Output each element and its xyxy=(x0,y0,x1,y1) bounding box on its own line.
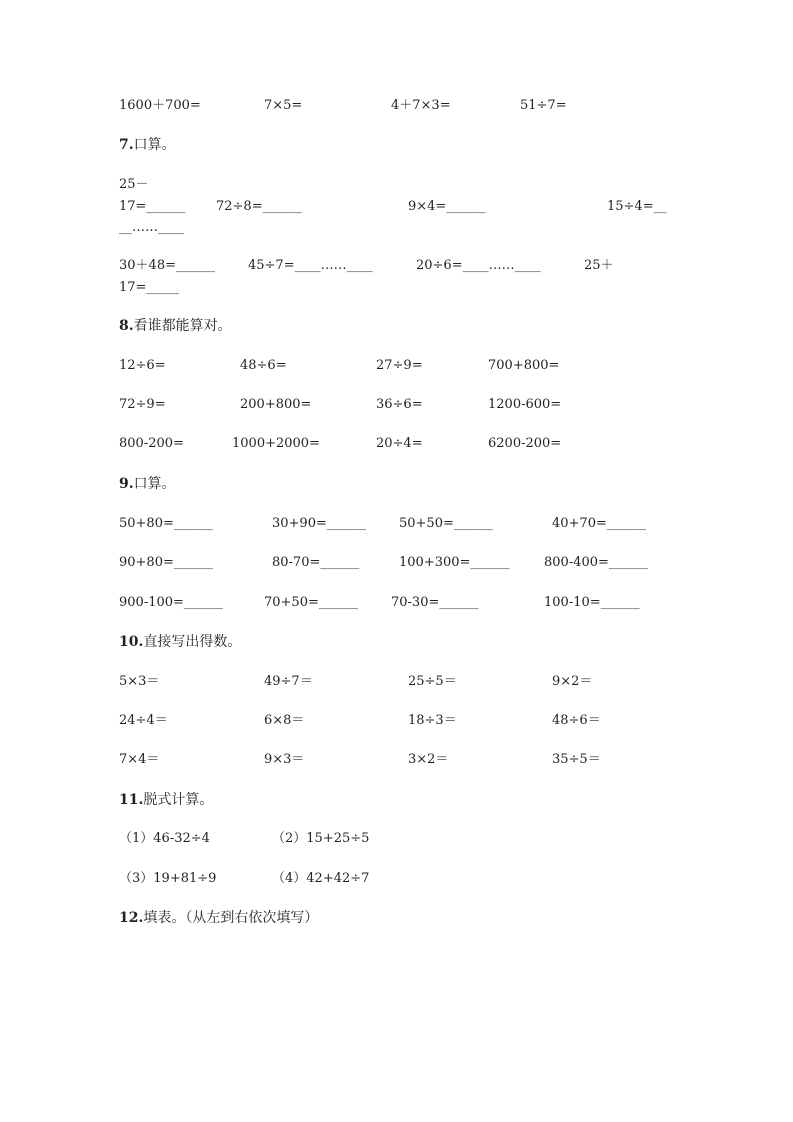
question-number: 7. xyxy=(119,137,134,153)
expression: 17=______ xyxy=(119,199,186,214)
expression: 800-200= xyxy=(119,436,184,451)
expression: 9×3＝ xyxy=(264,752,305,767)
expression: 1200-600= xyxy=(488,397,562,412)
expression: 48÷6＝ xyxy=(552,713,601,728)
question-9-heading xyxy=(119,476,176,492)
expression: 40+70=______ xyxy=(552,516,646,531)
question-title: 口算。 xyxy=(133,476,176,492)
expression: 7×5= xyxy=(264,98,303,113)
question-title: 看谁都能算对。 xyxy=(133,318,232,334)
expression: 1600＋700= xyxy=(119,98,201,113)
expression: （2）15+25÷5 xyxy=(272,831,370,846)
expression: 5×3＝ xyxy=(119,674,160,689)
expression: 100-10=______ xyxy=(544,595,640,610)
expression: 3×2＝ xyxy=(408,752,449,767)
expression: 24÷4＝ xyxy=(119,713,168,728)
expression: 70+50=______ xyxy=(264,595,358,610)
expression: 100+300=______ xyxy=(399,555,510,570)
expression: 9×2＝ xyxy=(552,674,593,689)
expression: 72÷8=______ xyxy=(216,199,302,214)
expression: 6200-200= xyxy=(488,436,562,451)
question-10-heading xyxy=(119,634,241,650)
expression: 18÷3＝ xyxy=(408,713,457,728)
expression: 200+800= xyxy=(240,397,312,412)
question-number: 8. xyxy=(119,318,134,334)
expression: 15÷4=__ xyxy=(607,199,667,214)
expression: 80-70=______ xyxy=(272,555,360,570)
expression: __……____ xyxy=(119,220,184,235)
expression: （3）19+81÷9 xyxy=(119,871,217,886)
expression: 48÷6= xyxy=(240,358,287,373)
question-number: 9. xyxy=(119,476,134,492)
expression: 25－ xyxy=(119,177,149,192)
question-7-heading xyxy=(119,137,176,153)
expression: 27÷9= xyxy=(376,358,423,373)
expression: 49÷7＝ xyxy=(264,674,313,689)
expression: 45÷7=____……____ xyxy=(248,258,373,273)
question-title: 脱式计算。 xyxy=(143,792,214,808)
question-11-heading xyxy=(119,792,213,808)
expression: 35÷5＝ xyxy=(552,752,601,767)
expression: 50+50=______ xyxy=(399,516,493,531)
expression: 17=_____ xyxy=(119,280,179,295)
expression: 51÷7= xyxy=(520,98,567,113)
question-title: 口算。 xyxy=(133,137,176,153)
expression: 7×4＝ xyxy=(119,752,160,767)
expression: 72÷9= xyxy=(119,397,166,412)
expression: 900-100=______ xyxy=(119,595,223,610)
question-number: 12. xyxy=(119,910,144,926)
question-title: 填表。（从左到右依次填写） xyxy=(143,910,319,926)
expression: 90+80=______ xyxy=(119,555,213,570)
expression: （4）42+42÷7 xyxy=(272,871,370,886)
question-12-heading xyxy=(119,910,318,926)
expression: 50+80=______ xyxy=(119,516,213,531)
expression: 700+800= xyxy=(488,358,560,373)
expression: （1）46-32÷4 xyxy=(119,831,210,846)
expression: 25＋ xyxy=(584,258,614,273)
expression: 800-400=______ xyxy=(544,555,648,570)
expression: 9×4=______ xyxy=(408,199,486,214)
question-title: 直接写出得数。 xyxy=(143,634,242,650)
expression: 20÷4= xyxy=(376,436,423,451)
expression: 25÷5＝ xyxy=(408,674,457,689)
expression: 6×8＝ xyxy=(264,713,305,728)
expression: 1000+2000= xyxy=(232,436,320,451)
expression: 70-30=______ xyxy=(391,595,479,610)
expression: 30＋48=______ xyxy=(119,258,215,273)
question-number: 10. xyxy=(119,634,144,650)
question-8-heading xyxy=(119,318,232,334)
expression: 4＋7×3= xyxy=(391,98,451,113)
expression: 12÷6= xyxy=(119,358,166,373)
expression: 30+90=______ xyxy=(272,516,366,531)
expression: 36÷6= xyxy=(376,397,423,412)
expression: 20÷6=____……____ xyxy=(416,258,541,273)
question-number: 11. xyxy=(119,792,144,808)
